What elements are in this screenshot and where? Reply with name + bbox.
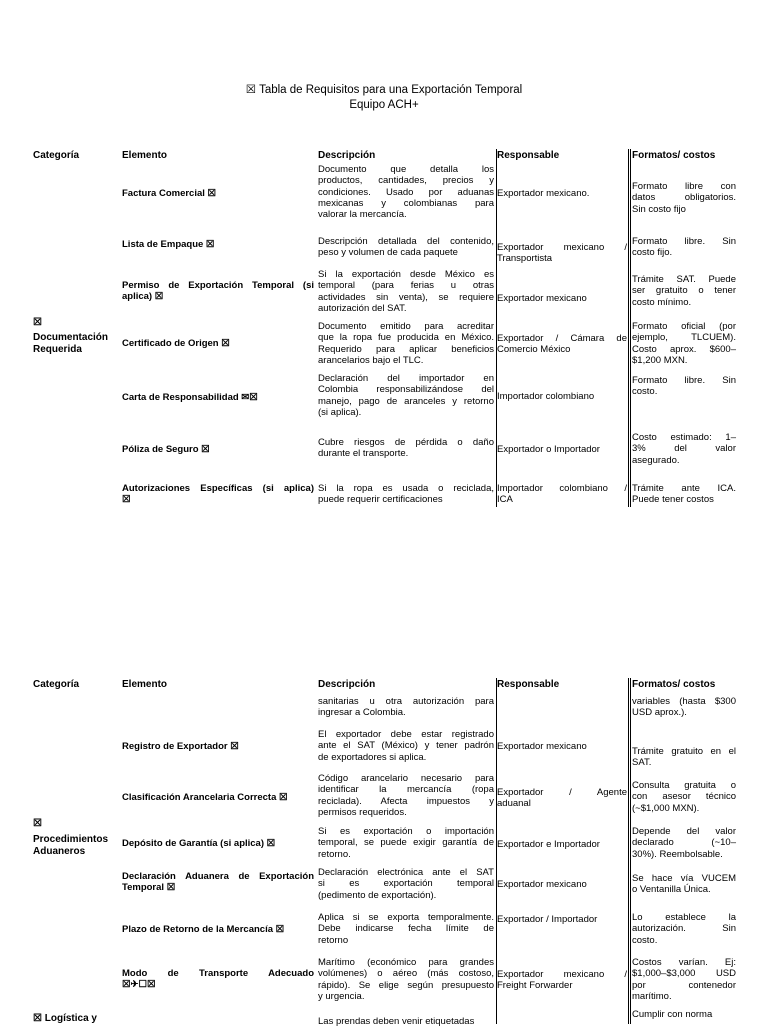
cell-formatos: asegurado. — [632, 454, 680, 466]
cell-formatos: USD aprox.). — [632, 707, 687, 719]
cell-formatos: costo. — [632, 386, 658, 398]
cell-formatos: o Ventanilla Única. — [632, 884, 711, 896]
cell-responsable: aduanal — [497, 798, 531, 810]
document-title: ☒ Tabla de Requisitos para una Exportación Temporal — [245, 84, 523, 96]
cell-formatos: $1,000–$3,000 USD — [632, 968, 736, 980]
cell-descripcion: Cubre riesgos de pérdida o daño — [318, 437, 494, 448]
cell-formatos: Sin costo fijo — [632, 203, 686, 215]
cell-responsable: Exportador e Importador — [497, 839, 600, 850]
cell-descripcion: Requerido para aplicar beneficios — [318, 343, 494, 355]
cell-elemento: Autorizaciones Específicas (si aplica) — [122, 483, 314, 494]
cell-responsable: ICA — [497, 494, 513, 506]
cell-descripcion: rápido). Se elige según presupuesto — [318, 979, 494, 991]
cell-formatos: Consulta gratuita o — [632, 780, 736, 791]
cell-formatos: Costo aprox. $600– — [632, 343, 736, 355]
cell-formatos: Trámite gratuito en el — [632, 746, 736, 757]
cell-responsable: Exportador / Importador — [497, 914, 598, 925]
column-rule — [630, 149, 631, 507]
cell-elemento: ☒ — [122, 494, 131, 506]
cell-descripcion: Si es exportación o importación — [318, 826, 494, 837]
cell-descripcion: Descripción detallada del contenido, — [318, 236, 494, 247]
cell-formatos: Trámite SAT. Puede — [632, 274, 736, 285]
cell-elemento: Lista de Empaque ☒ — [122, 239, 215, 250]
cell-descripcion: temporal (para ferias u otras — [318, 280, 494, 292]
cell-formatos: costo mínimo. — [632, 296, 692, 308]
cell-descripcion: Debe indicarse fecha límite de — [318, 923, 494, 935]
header-descripcion: Descripción — [318, 150, 376, 161]
cell-descripcion: peso y volumen de cada paquete — [318, 247, 458, 259]
cell-elemento: Clasificación Arancelaria Correcta ☒ — [122, 792, 288, 803]
header-responsable: Responsable — [497, 679, 560, 690]
cell-formatos: autorización. Sin — [632, 923, 736, 935]
cell-descripcion: (si aplica). — [318, 406, 362, 418]
cell-descripcion: Las prendas deben venir etiquetadas — [318, 1016, 475, 1027]
cell-descripcion: actividades sin venta), se requiere — [318, 291, 494, 303]
cell-formatos: Depende del valor — [632, 826, 736, 837]
cell-descripcion: Aplica si se exporta temporalmente. — [318, 912, 494, 923]
cell-descripcion: productos, cantidades, precios y — [318, 175, 494, 187]
cell-elemento: Modo de Transporte Adecuado — [122, 968, 314, 979]
cell-responsable: Freight Forwarder — [497, 980, 573, 992]
cell-descripcion: sanitarias u otra autorización para — [318, 696, 494, 707]
cell-descripcion: Colombia responsabilizándose del — [318, 384, 494, 396]
cell-elemento: Certificado de Origen ☒ — [122, 338, 230, 349]
header-elemento: Elemento — [122, 679, 168, 690]
category-label: Procedimientos — [33, 834, 109, 845]
cell-formatos: Formato oficial (por — [632, 321, 736, 332]
column-rule — [628, 149, 629, 507]
cell-descripcion: valorar la mercancía. — [318, 209, 407, 221]
cell-responsable: Exportador mexicano / — [497, 242, 627, 253]
cell-formatos: Costos varían. Ej: — [632, 957, 736, 968]
cell-descripcion: y urgencia. — [318, 990, 365, 1002]
cell-descripcion: si es exportación temporal — [318, 878, 494, 890]
cell-responsable: Exportador mexicano. — [497, 188, 590, 199]
header-categoria: Categoría — [33, 679, 80, 690]
cell-formatos: costo fijo. — [632, 247, 673, 259]
cell-responsable: Transportista — [497, 253, 553, 265]
document-subtitle: Equipo ACH+ — [349, 99, 419, 111]
cell-formatos: $1,200 MXN. — [632, 354, 688, 366]
cell-descripcion: Declaración del importador en — [318, 373, 494, 384]
category-label: Documentación — [33, 332, 109, 343]
cell-elemento: aplica) ☒ — [122, 291, 164, 303]
header-categoria: Categoría — [33, 150, 80, 161]
cell-formatos: ser gratuito o tener — [632, 285, 736, 297]
cell-descripcion: temporal, se puede exigir garantía de — [318, 837, 494, 849]
cell-descripcion: que la ropa fue producida en México. — [318, 332, 494, 344]
cell-formatos: con asesor técnico — [632, 791, 736, 803]
cell-descripcion: condiciones. Usado por aduanas — [318, 186, 494, 198]
cell-responsable: Exportador mexicano — [497, 741, 587, 752]
logistica-category-label: ☒ Logística y — [33, 1013, 97, 1024]
cell-formatos: Cumplir con norma — [632, 1009, 713, 1020]
procedimientos-category-icon: ☒ — [33, 818, 42, 829]
cell-descripcion: ingresar a Colombia. — [318, 707, 406, 719]
cell-formatos: por contenedor — [632, 979, 736, 991]
cell-formatos: SAT. — [632, 757, 652, 769]
cell-elemento: Carta de Responsabilidad ✉☒ — [122, 392, 258, 403]
cell-descripcion: (pedimento de exportación). — [318, 889, 437, 901]
cell-formatos: Formato libre. Sin — [632, 236, 736, 247]
cell-formatos: variables (hasta $300 — [632, 696, 736, 707]
cell-formatos: 30%). Reembolsable. — [632, 848, 723, 860]
cell-responsable: Importador colombiano / — [497, 483, 627, 494]
cell-responsable: Exportador / Cámara de — [497, 333, 627, 344]
cell-descripcion: durante el transporte. — [318, 448, 409, 460]
cell-formatos: 3% del valor — [632, 443, 736, 455]
cell-elemento: Declaración Aduanera de Exportación — [122, 871, 314, 882]
cell-responsable: Exportador mexicano / — [497, 969, 627, 980]
cell-descripcion: reciclada). Afecta impuestos y — [318, 795, 494, 807]
cell-formatos: Costo estimado: 1– — [632, 432, 736, 443]
cell-formatos: Se hace vía VUCEM — [632, 873, 736, 884]
cell-elemento: Registro de Exportador ☒ — [122, 741, 239, 752]
cell-descripcion: arancelarios bajo el TLC. — [318, 354, 424, 366]
header-elemento: Elemento — [122, 150, 168, 161]
cell-descripcion: manejo, pago de aranceles y retorno — [318, 395, 494, 407]
cell-formatos: Puede tener costos — [632, 494, 714, 506]
documentacion-category-icon: ☒ — [33, 317, 42, 328]
category-label: Aduaneros — [33, 846, 86, 857]
cell-elemento: Factura Comercial ☒ — [122, 188, 217, 199]
header-descripcion: Descripción — [318, 679, 376, 690]
cell-formatos: costo. — [632, 934, 658, 946]
cell-descripcion: de exportadores si aplica. — [318, 751, 427, 763]
cell-descripcion: retorno. — [318, 848, 351, 860]
cell-descripcion: Si la ropa es usada o reciclada, — [318, 483, 494, 494]
header-formatos: Formatos/ costos — [632, 679, 716, 690]
cell-responsable: Exportador mexicano — [497, 879, 587, 890]
cell-formatos: Formato libre con — [632, 181, 736, 192]
category-label: Requerida — [33, 344, 82, 355]
cell-descripcion: autorización del SAT. — [318, 302, 407, 314]
cell-elemento: Plazo de Retorno de la Mercancía ☒ — [122, 924, 285, 935]
cell-formatos: Formato libre. Sin — [632, 375, 736, 386]
cell-responsable: Comercio México — [497, 344, 571, 356]
cell-elemento: Póliza de Seguro ☒ — [122, 444, 210, 455]
column-rule — [630, 678, 631, 1024]
header-formatos: Formatos/ costos — [632, 150, 716, 161]
cell-descripcion: volúmenes) o aéreo (más costoso, — [318, 968, 494, 980]
cell-formatos: ejemplo, TLCUEM). — [632, 332, 736, 344]
cell-elemento: Permiso de Exportación Temporal (si — [122, 280, 314, 291]
cell-responsable: Exportador mexicano — [497, 293, 587, 304]
cell-descripcion: Documento emitido para acreditar — [318, 321, 494, 332]
column-rule — [628, 678, 629, 1024]
cell-responsable: Importador colombiano — [497, 391, 595, 402]
cell-descripcion: Marítimo (económico para grandes — [318, 957, 494, 968]
cell-descripcion: Documento que detalla los — [318, 164, 494, 175]
cell-descripcion: Declaración electrónica ante el SAT — [318, 867, 494, 878]
cell-elemento: ☒✈☐☒ — [122, 979, 156, 991]
cell-formatos: datos obligatorios. — [632, 192, 736, 204]
cell-formatos: (~$1,000 MXN). — [632, 802, 700, 814]
cell-descripcion: ante el SAT (México) y tener padrón — [318, 740, 494, 752]
cell-responsable: Exportador o Importador — [497, 444, 600, 455]
cell-formatos: declarado (~10– — [632, 837, 736, 849]
cell-formatos: marítimo. — [632, 990, 672, 1002]
cell-descripcion: identificar la mercancía (ropa — [318, 784, 494, 796]
cell-descripcion: permisos requeridos. — [318, 806, 407, 818]
cell-descripcion: Si la exportación desde México es — [318, 269, 494, 280]
cell-descripcion: retorno — [318, 934, 349, 946]
header-responsable: Responsable — [497, 150, 560, 161]
cell-descripcion: El exportador debe estar registrado — [318, 729, 494, 740]
cell-formatos: Lo establece la — [632, 912, 736, 923]
cell-elemento: Temporal ☒ — [122, 882, 176, 894]
cell-descripcion: Código arancelario necesario para — [318, 773, 494, 784]
cell-elemento: Depósito de Garantía (si aplica) ☒ — [122, 838, 276, 849]
cell-responsable: Exportador / Agente — [497, 787, 627, 798]
cell-descripcion: puede requerir certificaciones — [318, 494, 443, 506]
cell-formatos: Trámite ante ICA. — [632, 483, 736, 494]
cell-descripcion: mexicanas y colombianas para — [318, 197, 494, 209]
